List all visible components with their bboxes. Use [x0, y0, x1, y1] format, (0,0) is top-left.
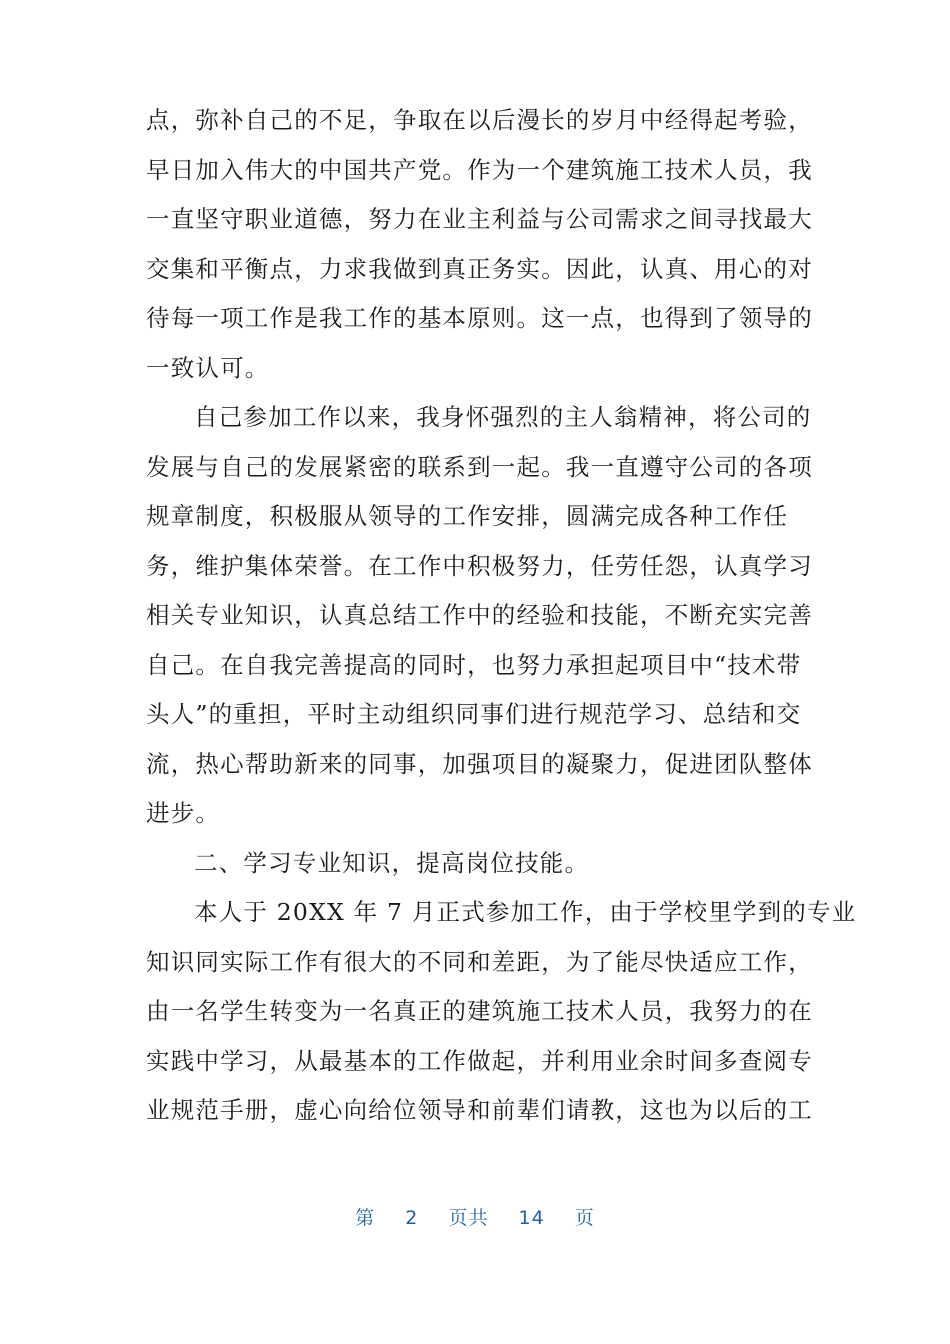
- section-heading: 二、学习专业知识，提高岗位技能。: [194, 848, 590, 877]
- text-line: 点，弥补自己的不足，争取在以后漫长的岁月中经得起考验，: [146, 106, 813, 134]
- text-line: 业规范手册，虚心向给位领导和前辈们请教，这也为以后的工: [146, 1096, 813, 1124]
- text-line: 早日加入伟大的中国共产党。作为一个建筑施工技术人员，我: [146, 155, 813, 184]
- text-line: 一致认可。: [146, 353, 270, 382]
- text-line: 待每一项工作是我工作的基本原则。这一点，也得到了领导的: [146, 304, 813, 332]
- footer-prefix: 第: [355, 1207, 376, 1229]
- text-line: 流，热心帮助新来的同事，加强项目的凝聚力，促进团队整体: [146, 749, 813, 778]
- page-footer: [0, 1203, 950, 1230]
- text-line: 实践中学习，从最基本的工作做起，并利用业余时间多查阅专: [146, 1046, 813, 1075]
- text-line: 头人”的重担，平时主动组织同事们进行规范学习、总结和交: [146, 700, 802, 728]
- text-line: 由一名学生转变为一名真正的建筑施工技术人员，我努力的在: [146, 997, 813, 1025]
- document-body: [146, 96, 857, 1136]
- text-line: 一直坚守职业道德，努力在业主利益与公司需求之间寻找最大: [146, 205, 813, 233]
- footer-suffix: 页: [574, 1207, 595, 1229]
- paragraph-start-line: 自己参加工作以来，我身怀强烈的主人翁精神，将公司的: [194, 403, 812, 431]
- text-line: 相关专业知识，认真总结工作中的经验和技能，不断充实完善: [146, 601, 813, 629]
- paragraph-start-line: 本人于 20XX 年 7 月正式参加工作，由于学校里学到的专业: [194, 898, 857, 926]
- text-line: 规章制度，积极服从领导的工作安排，圆满完成各种工作任: [146, 502, 789, 530]
- text-line: 自己。在自我完善提高的同时，也努力承担起项目中“技术带: [146, 650, 802, 679]
- footer-middle: 页共: [448, 1207, 489, 1229]
- text-line: 务，维护集体荣誉。在工作中积极努力，任劳任怨，认真学习: [146, 551, 813, 580]
- footer-total-pages: 14: [518, 1207, 545, 1229]
- text-line: 交集和平衡点，力求我做到真正务实。因此，认真、用心的对: [146, 254, 813, 283]
- text-line: 发展与自己的发展紧密的联系到一起。我一直遵守公司的各项: [146, 452, 813, 481]
- text-line: 知识同实际工作有很大的不同和差距，为了能尽快适应工作，: [146, 947, 813, 976]
- footer-current-page: 2: [405, 1207, 419, 1229]
- text-line: 进步。: [146, 799, 221, 827]
